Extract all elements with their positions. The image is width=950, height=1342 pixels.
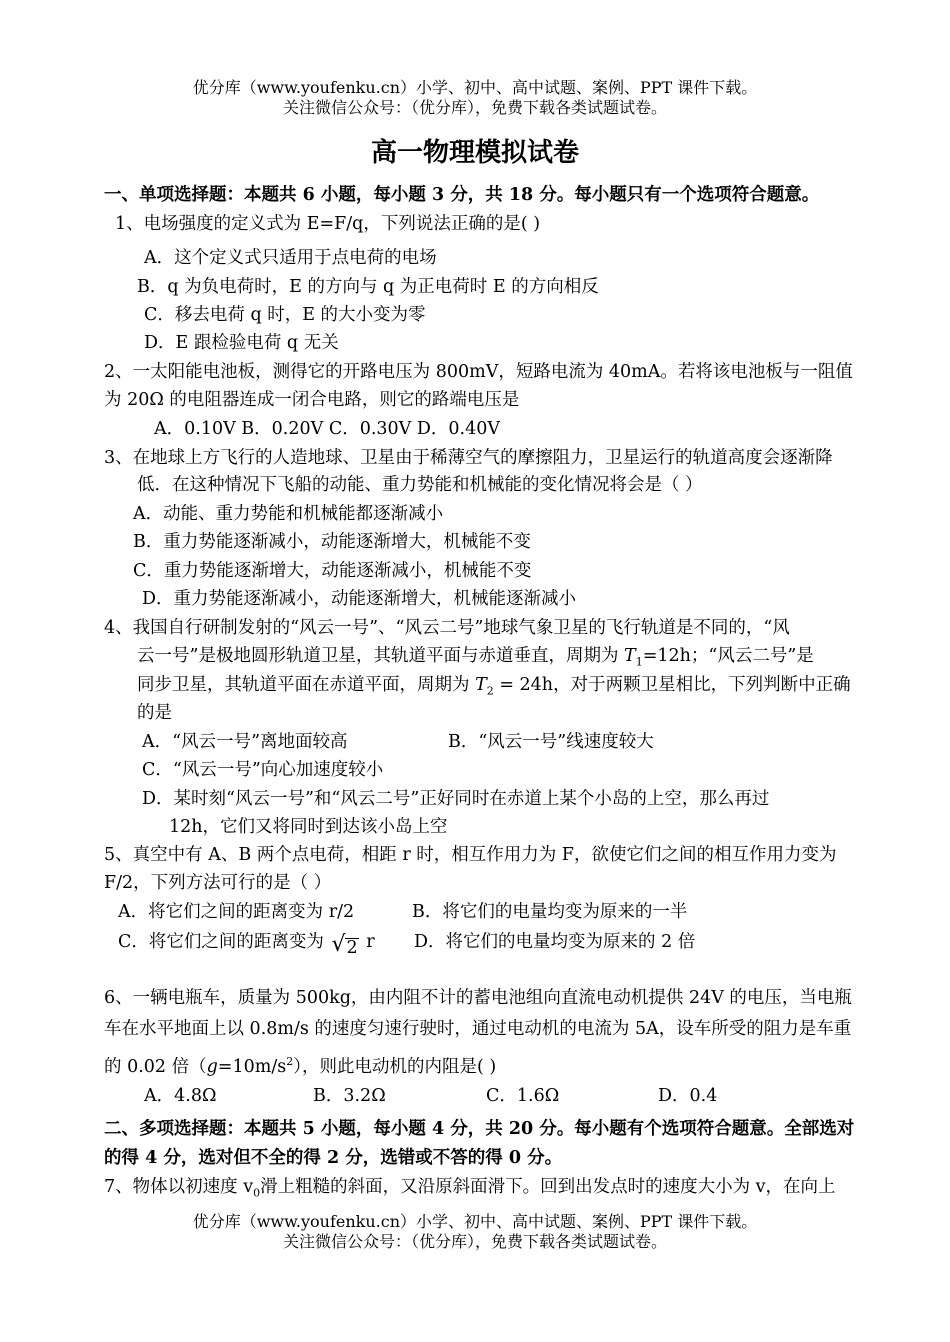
radical-sign: √ [331, 932, 346, 957]
q3-option-b: B．重力势能逐渐减小，动能逐渐增大，机械能不变 [133, 532, 531, 552]
radicand: 2 [346, 938, 358, 958]
q6-stem-line-3c: ），则此电动机的内阻是( ) [293, 1056, 497, 1077]
q3-option-c: C．重力势能逐渐增大，动能逐渐减小，机械能不变 [133, 561, 532, 581]
q5-stem-line-1: 5、真空中有 A、B 两个点电荷，相距 r 时，相互作用力为 F，欲使它们之间的相互作用力变为 [104, 845, 837, 865]
q4-stem-line-2b: =12h；“风云二号”是 [642, 646, 814, 666]
q2-stem-line-2: 为 20Ω 的电阻器连成一闭合电路，则它的路端电压是 [104, 390, 520, 410]
q4-stem-line-4: 的是 [137, 703, 172, 723]
period-t2-sub: 2 [486, 684, 494, 698]
q4-stem-line-1: 4、我国自行研制发射的“风云一号”、“风云二号”地球气象卫星的飞行轨道是不同的，“风 [104, 618, 790, 638]
q6-stem-line-1: 6、一辆电瓶车，质量为 500kg，由内阻不计的蓄电池组向直流电动机提供 24V 的电压，当电瓶 [104, 988, 852, 1008]
header-line-1: 优分库（www.youfenku.cn）小学、初中、高中试题、案例、PPT 课件下载。 [192, 78, 758, 97]
section2-heading-line-2: 的得 4 分，选对但不全的得 2 分，选错或不答的得 0 分。 [104, 1148, 563, 1168]
q1-option-d: D．E 跟检验电荷 q 无关 [144, 333, 339, 353]
q1-stem: 1、电场强度的定义式为 E=F/q，下列说法正确的是( ) [115, 214, 541, 234]
period-t2: T [475, 675, 487, 695]
section1-heading: 一、单项选择题：本题共 6 小题，每小题 3 分，共 18 分。每小题只有一个选项符合题意。 [104, 185, 820, 205]
q5-option-a: A．将它们之间的距离变为 r/2 [118, 902, 355, 922]
q1-option-b: B．q 为负电荷时，E 的方向与 q 为正电荷时 E 的方向相反 [137, 277, 599, 297]
q4-option-c: C．“风云一号”向心加速度较小 [142, 760, 384, 780]
q6-stem-line-2: 车在水平地面上以 0.8m/s 的速度匀速行驶时，通过电动机的电流为 5A，设车所受的阻力是车重 [104, 1019, 852, 1039]
q5-option-c-unit: r [360, 932, 375, 952]
period-t1: T [624, 646, 636, 666]
q3-stem-line-1: 3、在地球上方飞行的人造地球、卫星由于稀薄空气的摩擦阻力，卫星运行的轨道高度会逐渐降 [104, 448, 833, 468]
q5-stem-line-2: F/2，下列方法可行的是（ ） [104, 873, 332, 893]
q1-option-a: A．这个定义式只适用于点电荷的电场 [144, 248, 437, 268]
q2-options: A．0.10V B．0.20V C．0.30V D．0.40V [154, 419, 501, 439]
q4-option-d-line-1: D．某时刻“风云一号”和“风云二号”正好同时在赤道上某个小岛的上空，那么再过 [142, 789, 770, 809]
page-title: 高一物理模拟试卷 [370, 138, 579, 168]
q3-option-a: A．动能、重力势能和机械能都逐渐减小 [133, 504, 444, 524]
square-sup: 2 [286, 1055, 294, 1068]
q4-stem-line-3b: = 24h，对于两颗卫星相比，下列判断中正确 [493, 675, 851, 695]
q4-stem-line-2 [137, 644, 814, 675]
q6-stem-line-3b: =10m/s [217, 1056, 287, 1077]
q5-option-d: D．将它们的电量均变为原来的 2 倍 [414, 932, 696, 952]
header-line-2: 关注微信公众号：（优分库），免费下载各类试题试卷。 [282, 98, 667, 117]
q2-stem-line-1: 2、一太阳能电池板，测得它的开路电压为 800mV，短路电流为 40mA。若将该电池板与一阻值 [104, 362, 853, 382]
footer-line-1: 优分库（www.youfenku.cn）小学、初中、高中试题、案例、PPT 课件下载。 [192, 1212, 758, 1231]
q3-stem-line-2: 低．在这种情况下飞船的动能、重力势能和机械能的变化情况将会是（ ） [137, 475, 703, 495]
q6-option-a: A．4.8Ω [144, 1086, 217, 1106]
q6-option-d: D．0.4 [658, 1086, 718, 1106]
period-t1-sub: 1 [635, 655, 643, 669]
q4-stem-line-2a: 云一号”是极地圆形轨道卫星，其轨道平面与赤道垂直，周期为 [137, 646, 625, 666]
q7-stem-line-1 [104, 1175, 836, 1206]
q7-stem-line-1b: 滑上粗糙的斜面，又沿原斜面滑下。回到出发点时的速度大小为 v，在向上 [260, 1177, 836, 1197]
q4-option-b: B．“风云一号”线速度较大 [448, 732, 654, 752]
q4-option-a: A．“风云一号”离地面较高 [142, 732, 348, 752]
q7-stem-line-1a: 7、物体以初速度 v [104, 1177, 254, 1197]
q6-option-c: C．1.6Ω [486, 1086, 560, 1106]
q4-option-d-line-2: 12h，它们又将同时到达该小岛上空 [169, 817, 448, 837]
q5-option-b: B．将它们的电量均变为原来的一半 [412, 902, 688, 922]
sqrt-two [331, 930, 358, 957]
footer-line-2: 关注微信公众号：（优分库），免费下载各类试题试卷。 [282, 1232, 667, 1251]
q6-stem-line-3 [104, 1050, 496, 1079]
q6-stem-line-3a: 的 0.02 倍（ [104, 1056, 207, 1077]
q4-stem-line-3a: 同步卫星，其轨道平面在赤道平面，周期为 [137, 675, 476, 695]
q1-option-c: C．移去电荷 q 时，E 的大小变为零 [144, 305, 426, 325]
section2-heading-line-1: 二、多项选择题：本题共 5 小题，每小题 4 分，共 20 分。每小题有个选项符合题意。全部选对 [104, 1119, 855, 1139]
q5-option-c-text: C．将它们之间的距离变为 [118, 932, 330, 952]
q3-option-d: D．重力势能逐渐减小，动能逐渐增大，机械能逐渐减小 [142, 589, 577, 609]
v0-sub: 0 [253, 1186, 261, 1200]
q6-option-b: B．3.2Ω [313, 1086, 386, 1106]
q4-stem-line-3 [137, 673, 851, 704]
q5-option-c [118, 930, 375, 957]
gravity-g: g [206, 1056, 218, 1077]
